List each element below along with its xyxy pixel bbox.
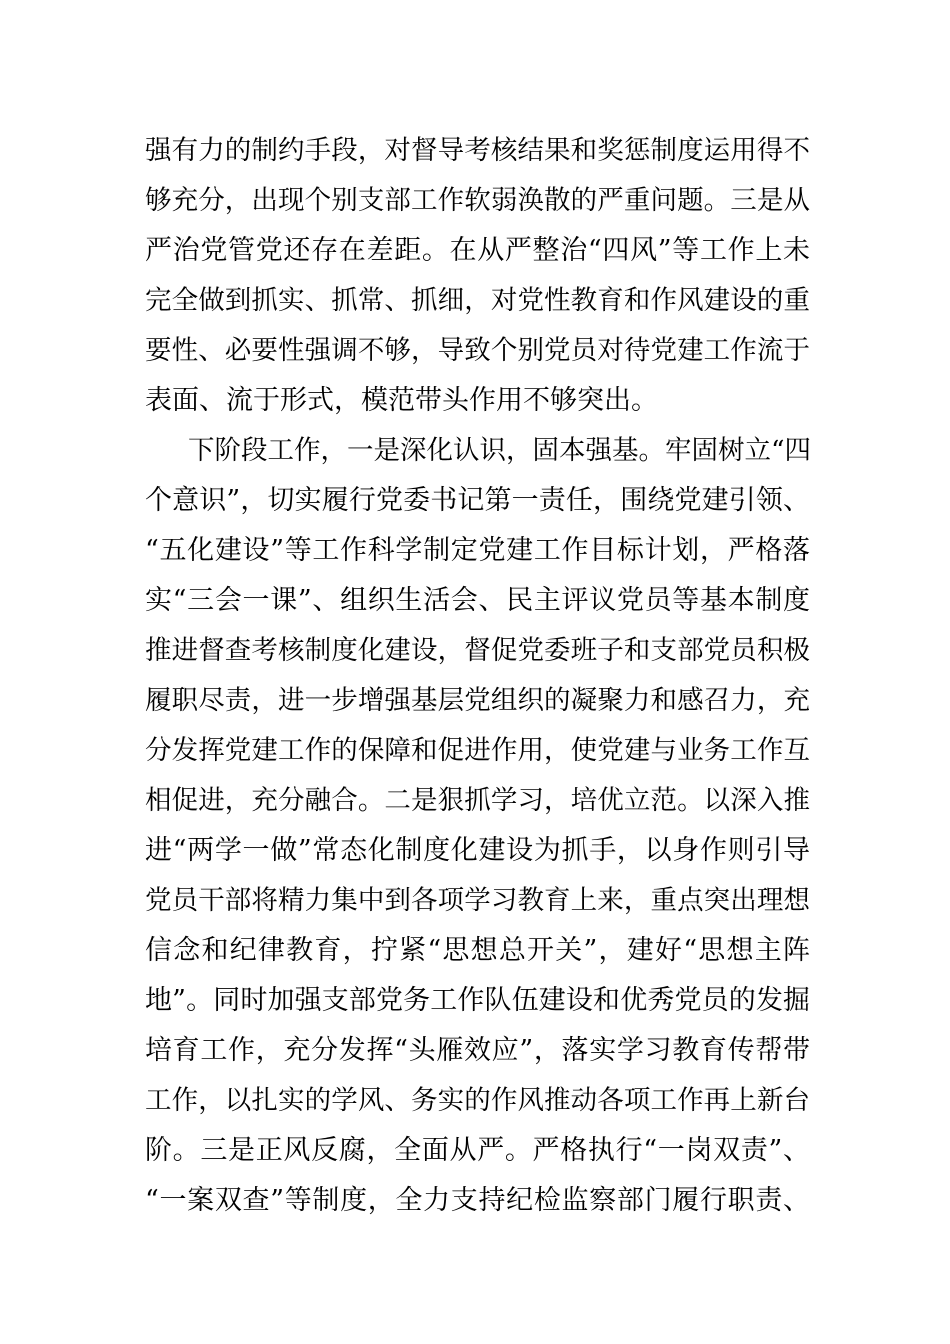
text-line: “五化建设”等工作科学制定党建工作目标计划，严格落 — [145, 535, 810, 566]
text-line: 够充分，出现个别支部工作软弱涣散的严重问题。三是从 — [145, 185, 810, 216]
text-line: 相促进，充分融合。二是狠抓学习，培优立范。以深入推 — [145, 785, 810, 816]
text-line: 工作，以扎实的学风、务实的作风推动各项工作再上新台 — [145, 1085, 810, 1116]
text-line: 严治党管党还存在差距。在从严整治“四风”等工作上未 — [145, 235, 810, 266]
text-line: 下阶段工作，一是深化认识，固本强基。牢固树立“四 — [188, 435, 812, 466]
text-line: 完全做到抓实、抓常、抓细，对党性教育和作风建设的重 — [145, 285, 810, 316]
text-line: 进“两学一做”常态化制度化建设为抓手，以身作则引导 — [145, 835, 810, 866]
text-line: 履职尽责，进一步增强基层党组织的凝聚力和感召力，充 — [145, 685, 810, 716]
text-line: 地”。同时加强支部党务工作队伍建设和优秀党员的发掘 — [145, 985, 810, 1016]
text-line: 推进督查考核制度化建设，督促党委班子和支部党员积极 — [145, 635, 810, 666]
text-line: 阶。三是正风反腐，全面从严。严格执行“一岗双责”、 — [145, 1135, 810, 1166]
text-line: 分发挥党建工作的保障和促进作用，使党建与业务工作互 — [145, 735, 810, 766]
text-line: 党员干部将精力集中到各项学习教育上来，重点突出理想 — [145, 885, 810, 916]
text-line: 个意识”，切实履行党委书记第一责任，围绕党建引领、 — [145, 485, 810, 516]
text-line: 培育工作，充分发挥“头雁效应”，落实学习教育传帮带 — [145, 1035, 810, 1066]
text-line: 信念和纪律教育，拧紧“思想总开关”，建好“思想主阵 — [145, 935, 810, 966]
text-line: 表面、流于形式，模范带头作用不够突出。 — [145, 385, 658, 416]
text-line: 强有力的制约手段，对督导考核结果和奖惩制度运用得不 — [145, 135, 810, 166]
text-line: 要性、必要性强调不够，导致个别党员对待党建工作流于 — [145, 335, 810, 366]
text-line: “一案双查”等制度，全力支持纪检监察部门履行职责、 — [145, 1185, 810, 1216]
text-line: 实“三会一课”、组织生活会、民主评议党员等基本制度 — [145, 585, 810, 616]
